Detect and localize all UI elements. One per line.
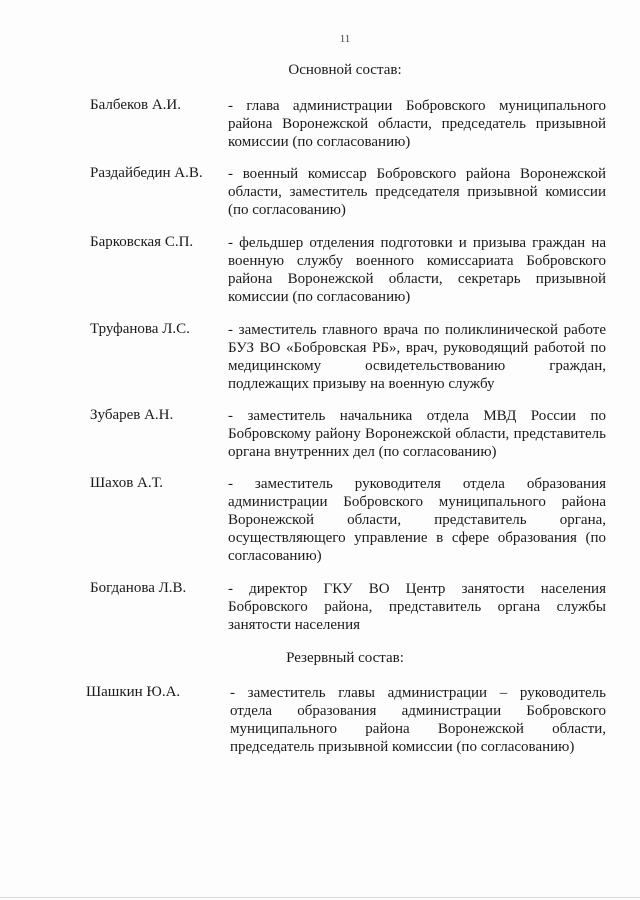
page-number: 11 [339, 33, 351, 45]
member-name: Барковская С.П. [90, 234, 194, 250]
member-description: - директор ГКУ ВО Центр занятости населения Бобровского района, представитель органа службы занятости населения [228, 581, 606, 633]
main-composition-heading: Основной состав: [288, 62, 402, 78]
member-description: - заместитель главного врача по поликлинической работе БУЗ ВО «Бобровская РБ», врач, руководящий работой по медицинскому освидетельствованию граждан, подлежащих призыву на военную службу [228, 322, 606, 392]
member-name: Шахов А.Т. [90, 475, 164, 491]
scan-edge-line [0, 897, 640, 898]
member-name: Труфанова Л.С. [90, 321, 190, 337]
member-description: - заместитель главы администрации – руководитель отдела образования администрации Бобровского муниципального района Воронежской области, председатель призывной комиссии (по согласованию) [230, 685, 606, 755]
member-name: Богданова Л.В. [90, 580, 187, 596]
member-description: - фельдшер отделения подготовки и призыва граждан на военную службу военного комиссариата Бобровского района Воронежской области, секретарь призывной комиссии (по согласованию) [228, 235, 606, 305]
member-description: - заместитель начальника отдела МВД России по Бобровскому району Воронежской области, представитель органа внутренних дел (по согласованию) [228, 408, 606, 460]
member-name: Зубарев А.Н. [90, 407, 174, 423]
member-description: - военный комиссар Бобровского района Воронежской области, заместитель председателя призывной комиссии (по согласованию) [228, 166, 606, 218]
member-description: - глава администрации Бобровского муниципального района Воронежской области, председатель призывной комиссии (по согласованию) [228, 98, 606, 150]
member-name: Шашкин Ю.А. [86, 684, 181, 700]
member-name: Балбеков А.И. [90, 97, 182, 113]
member-name: Раздайбедин А.В. [90, 165, 203, 181]
member-description: - заместитель руководителя отдела образования администрации Бобровского муниципального района Воронежской области, представитель органа, осуществляющего управление в сфере образования (по согласованию) [228, 476, 606, 564]
reserve-composition-heading: Резервный состав: [286, 650, 404, 666]
